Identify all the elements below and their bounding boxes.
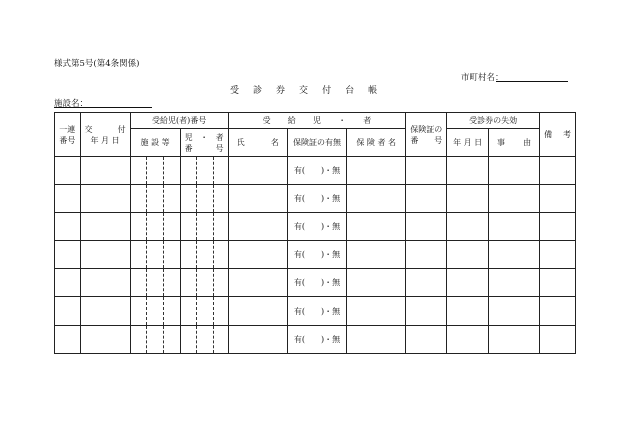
cell-child-no-2[interactable] <box>196 269 213 297</box>
cell-facility-2[interactable] <box>146 213 163 241</box>
cell-remarks[interactable] <box>540 269 576 297</box>
cell-insurance-card: 有( )・無 <box>287 185 346 213</box>
cell-issue-date[interactable] <box>80 241 130 269</box>
cell-child-no-3[interactable] <box>214 297 228 325</box>
title-char: 付 <box>322 86 332 96</box>
cell-insurer-no[interactable] <box>406 185 447 213</box>
cell-loss-date[interactable] <box>447 185 489 213</box>
cell-insurer-name[interactable] <box>347 297 406 325</box>
title-char: 受 <box>230 86 240 96</box>
cell-serial-no[interactable] <box>55 269 81 297</box>
cell-loss-reason[interactable] <box>489 269 540 297</box>
cell-serial-no[interactable] <box>55 325 81 353</box>
table-row <box>55 241 576 269</box>
facility-field-line[interactable] <box>54 107 152 108</box>
cell-child-no-3[interactable] <box>214 213 228 241</box>
ledger-table <box>54 112 576 354</box>
page-title <box>230 83 377 96</box>
cell-facility-2[interactable] <box>146 157 163 185</box>
title-char: 帳 <box>368 86 378 96</box>
cell-issue-date[interactable] <box>80 157 130 185</box>
cell-facility-1[interactable] <box>130 325 146 353</box>
title-char: 台 <box>345 86 355 96</box>
header-child-person-no: 児 ・ 者 番 号 <box>180 129 228 157</box>
municipality-label: 市町村名： <box>461 73 504 83</box>
table-row <box>55 185 576 213</box>
cell-child-no-3[interactable] <box>214 241 228 269</box>
cell-loss-date[interactable] <box>447 241 489 269</box>
cell-facility-3[interactable] <box>164 157 180 185</box>
cell-facility-2[interactable] <box>146 269 163 297</box>
cell-loss-reason[interactable] <box>489 213 540 241</box>
cell-loss-date[interactable] <box>447 297 489 325</box>
cell-loss-reason[interactable] <box>489 185 540 213</box>
header-facility-etc: 施 設 等 <box>130 129 180 157</box>
title-char: 診 <box>253 86 263 96</box>
cell-child-no-1[interactable] <box>180 213 196 241</box>
cell-loss-reason[interactable] <box>489 241 540 269</box>
header-name: 氏 名 <box>228 129 287 157</box>
cell-serial-no[interactable] <box>55 297 81 325</box>
cell-remarks[interactable] <box>540 325 576 353</box>
cell-insurer-no[interactable] <box>406 269 447 297</box>
municipality-field-line[interactable] <box>496 81 568 82</box>
cell-child-no-1[interactable] <box>180 185 196 213</box>
header-issue-date: 交 付 年 月 日 <box>80 113 130 157</box>
cell-facility-3[interactable] <box>164 185 180 213</box>
cell-serial-no[interactable] <box>55 241 81 269</box>
cell-insurance-card: 有( )・無 <box>287 157 346 185</box>
cell-facility-1[interactable] <box>130 185 146 213</box>
cell-name[interactable] <box>228 213 287 241</box>
header-insurer-no: 保険証の 番 号 <box>406 113 447 157</box>
cell-child-no-3[interactable] <box>214 325 228 353</box>
cell-insurer-name[interactable] <box>347 213 406 241</box>
cell-remarks[interactable] <box>540 241 576 269</box>
cell-insurer-name[interactable] <box>347 269 406 297</box>
cell-name[interactable] <box>228 269 287 297</box>
cell-serial-no[interactable] <box>55 185 81 213</box>
cell-serial-no[interactable] <box>55 157 81 185</box>
cell-loss-reason[interactable] <box>489 297 540 325</box>
table-row <box>55 157 576 185</box>
cell-insurer-name[interactable] <box>347 241 406 269</box>
cell-facility-3[interactable] <box>164 213 180 241</box>
cell-child-no-3[interactable] <box>214 269 228 297</box>
cell-loss-date[interactable] <box>447 157 489 185</box>
title-char: 券 <box>276 86 286 96</box>
cell-name[interactable] <box>228 241 287 269</box>
cell-child-no-1[interactable] <box>180 241 196 269</box>
title-char: 交 <box>299 86 309 96</box>
header-serial-no: 一連 番号 <box>55 113 81 157</box>
cell-child-no-3[interactable] <box>214 157 228 185</box>
cell-name[interactable] <box>228 185 287 213</box>
cell-serial-no[interactable] <box>55 213 81 241</box>
cell-facility-2[interactable] <box>146 297 163 325</box>
cell-child-no-2[interactable] <box>196 241 213 269</box>
cell-insurance-card: 有( )・無 <box>287 297 346 325</box>
cell-insurer-no[interactable] <box>406 241 447 269</box>
cell-facility-3[interactable] <box>164 269 180 297</box>
cell-facility-1[interactable] <box>130 269 146 297</box>
cell-insurance-card: 有( )・無 <box>287 325 346 353</box>
cell-loss-date[interactable] <box>447 269 489 297</box>
cell-insurance-card: 有( )・無 <box>287 269 346 297</box>
cell-issue-date[interactable] <box>80 297 130 325</box>
cell-facility-3[interactable] <box>164 241 180 269</box>
header-recipient-group: 受 給 児 ・ 者 <box>228 113 406 129</box>
cell-insurer-name[interactable] <box>347 325 406 353</box>
cell-name[interactable] <box>228 157 287 185</box>
cell-child-no-1[interactable] <box>180 325 196 353</box>
cell-loss-date[interactable] <box>447 213 489 241</box>
cell-insurance-card: 有( )・無 <box>287 241 346 269</box>
table-row <box>55 213 576 241</box>
header-loss-group: 受診券の失効 <box>447 113 540 129</box>
cell-insurer-no[interactable] <box>406 157 447 185</box>
cell-child-no-1[interactable] <box>180 269 196 297</box>
cell-facility-2[interactable] <box>146 185 163 213</box>
cell-name[interactable] <box>228 297 287 325</box>
cell-facility-2[interactable] <box>146 241 163 269</box>
cell-child-no-1[interactable] <box>180 297 196 325</box>
cell-facility-3[interactable] <box>164 325 180 353</box>
cell-remarks[interactable] <box>540 185 576 213</box>
cell-facility-3[interactable] <box>164 297 180 325</box>
cell-issue-date[interactable] <box>80 213 130 241</box>
table-row <box>55 325 576 353</box>
cell-loss-reason[interactable] <box>489 325 540 353</box>
cell-remarks[interactable] <box>540 297 576 325</box>
cell-facility-1[interactable] <box>130 241 146 269</box>
header-recipient-id-group: 受給児(者)番号 <box>130 113 228 129</box>
cell-issue-date[interactable] <box>80 325 130 353</box>
header-loss-date: 年 月 日 <box>447 129 489 157</box>
cell-child-no-2[interactable] <box>196 157 213 185</box>
cell-insurer-name[interactable] <box>347 185 406 213</box>
cell-loss-date[interactable] <box>447 325 489 353</box>
table-row <box>55 269 576 297</box>
facility-label: 施設名： <box>54 99 89 109</box>
cell-facility-2[interactable] <box>146 325 163 353</box>
cell-loss-reason[interactable] <box>489 157 540 185</box>
cell-issue-date[interactable] <box>80 269 130 297</box>
header-insurer-name: 保 険 者 名 <box>347 129 406 157</box>
header-loss-reason: 事 由 <box>489 129 540 157</box>
cell-child-no-2[interactable] <box>196 213 213 241</box>
cell-insurer-no[interactable] <box>406 325 447 353</box>
cell-child-no-2[interactable] <box>196 325 213 353</box>
cell-insurer-no[interactable] <box>406 213 447 241</box>
cell-child-no-2[interactable] <box>196 297 213 325</box>
cell-child-no-2[interactable] <box>196 185 213 213</box>
cell-facility-1[interactable] <box>130 157 146 185</box>
header-insurance-card: 保険証の有無 <box>287 129 346 157</box>
cell-facility-1[interactable] <box>130 297 146 325</box>
cell-child-no-1[interactable] <box>180 157 196 185</box>
cell-remarks[interactable] <box>540 213 576 241</box>
header-remarks: 備 考 <box>540 113 576 157</box>
cell-insurance-card: 有( )・無 <box>287 213 346 241</box>
cell-remarks[interactable] <box>540 157 576 185</box>
cell-child-no-3[interactable] <box>214 185 228 213</box>
cell-name[interactable] <box>228 325 287 353</box>
cell-facility-1[interactable] <box>130 213 146 241</box>
form-number: 様式第5号(第4条関係) <box>54 59 140 69</box>
cell-issue-date[interactable] <box>80 185 130 213</box>
cell-insurer-name[interactable] <box>347 157 406 185</box>
table-row <box>55 297 576 325</box>
cell-insurer-no[interactable] <box>406 297 447 325</box>
